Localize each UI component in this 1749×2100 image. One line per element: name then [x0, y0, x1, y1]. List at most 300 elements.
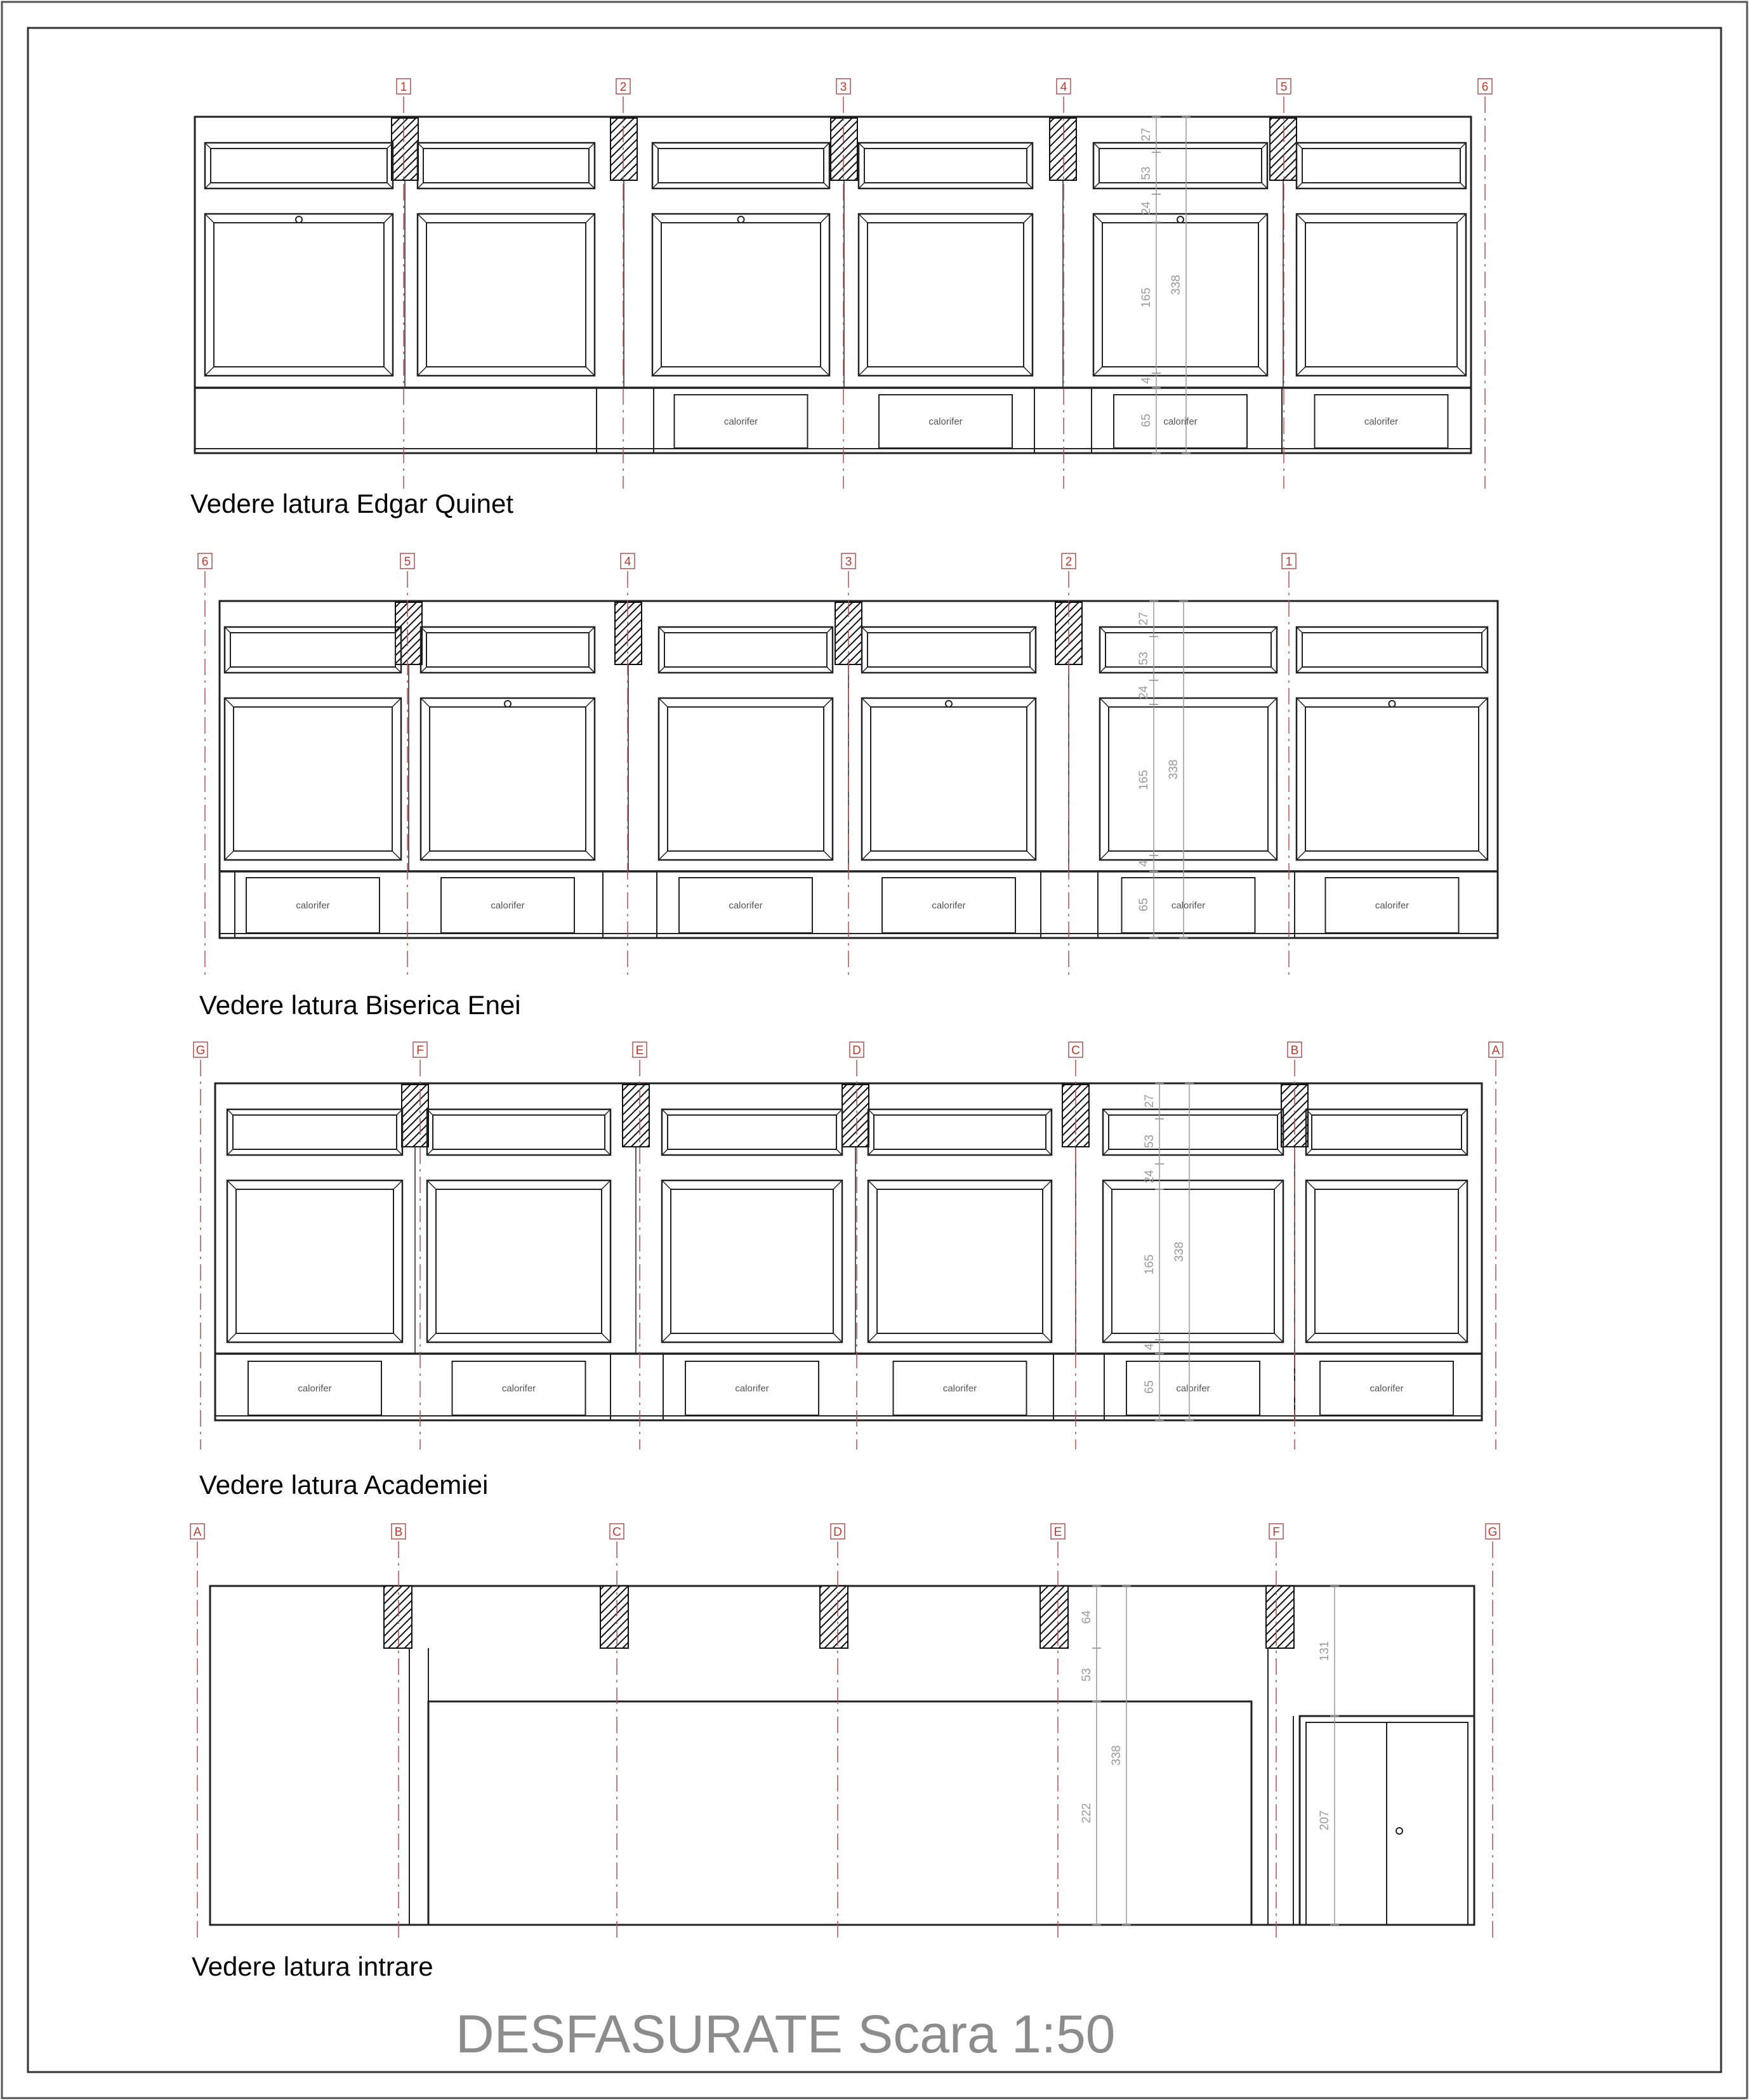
grid-axis-6-label: 6: [201, 555, 209, 569]
window-panel-bevel: [392, 851, 401, 860]
structural-column: [615, 602, 642, 664]
window-panel-inner: [871, 707, 1027, 851]
window-panel-bevel: [868, 1333, 877, 1342]
transom-panel-bevel: [836, 1149, 842, 1155]
grid-axis-C-label: C: [1071, 1044, 1080, 1057]
window-panel-inner: [236, 1189, 393, 1333]
transom-panel: [1093, 143, 1267, 188]
window-panel: [662, 1180, 842, 1342]
window-panel: [652, 214, 829, 376]
structural-column: [1266, 1586, 1294, 1648]
dim-53-value: 53: [1080, 1668, 1093, 1682]
window-panel-inner: [661, 223, 821, 367]
window-panel: [227, 1180, 402, 1342]
inner-border: [28, 28, 1721, 2072]
grid-axis-6-label: 6: [1481, 81, 1489, 94]
transom-panel: [1103, 1109, 1283, 1155]
window-panel-bevel: [227, 1180, 236, 1189]
structural-column: [1050, 118, 1076, 180]
structural-column: [610, 118, 637, 180]
transom-panel-bevel: [652, 143, 658, 149]
window-panel: [862, 698, 1036, 860]
window-panel: [1103, 1180, 1283, 1342]
structural-column: [623, 1085, 649, 1147]
window-panel-bevel: [1027, 851, 1036, 860]
grid-axis-D-label: D: [852, 1044, 861, 1057]
window-panel-inner: [1315, 1189, 1458, 1333]
dim-53-value: 53: [1140, 166, 1153, 180]
transom-panel-bevel: [1046, 1149, 1052, 1155]
transom-panel-inner: [874, 1115, 1046, 1149]
grid-axis-5-label: 5: [1280, 81, 1288, 94]
transom-panel-bevel: [1277, 1149, 1283, 1155]
grid-axis-E-label: E: [635, 1044, 644, 1057]
transom-panel-bevel: [1297, 627, 1302, 633]
window-panel-bevel: [421, 851, 430, 860]
grid-axis-4-label: 4: [624, 555, 631, 569]
window-panel-bevel: [1479, 698, 1488, 707]
transom-panel-bevel: [605, 1149, 610, 1155]
window-panel-bevel: [1306, 1180, 1315, 1189]
window-panel: [418, 214, 595, 376]
window-panel-bevel: [824, 851, 833, 860]
view-caption-edgar-quinet: Vedere latura Edgar Quinet: [190, 489, 514, 518]
structural-column: [1040, 1586, 1068, 1648]
transom-panel-inner: [423, 149, 589, 183]
structural-column: [395, 602, 422, 664]
window-panel: [868, 1180, 1052, 1342]
structural-column: [1270, 118, 1297, 180]
grid-axis-5-label: 5: [404, 555, 411, 569]
transom-panel: [1297, 627, 1488, 673]
grid-axis-F-label: F: [1272, 1526, 1280, 1539]
grid-axis-1-label: 1: [400, 81, 407, 94]
dim-27-value: 27: [1137, 612, 1151, 626]
grid-axis-B-label: B: [394, 1526, 403, 1539]
drawing-title: DESFASURATE Scara 1:50: [456, 2004, 1116, 2064]
transom-panel-bevel: [1271, 667, 1277, 673]
transom-panel-bevel: [205, 183, 211, 188]
window-panel-inner: [1305, 707, 1479, 851]
window-panel: [859, 214, 1033, 376]
dim-165-value: 165: [1137, 770, 1151, 790]
transom-panel-bevel: [205, 143, 211, 149]
structural-column: [384, 1586, 412, 1648]
radiator-label: calorifer: [1171, 900, 1206, 911]
transom-panel-inner: [1106, 633, 1271, 667]
view-caption-biserica-enei: Vedere latura Biserica Enei: [199, 990, 521, 1020]
dim-338-value: 338: [1173, 1241, 1186, 1262]
transom-panel-bevel: [1460, 143, 1466, 149]
transom-panel-inner: [868, 633, 1030, 667]
dim-4-value: 4: [1140, 377, 1153, 384]
window-panel: [1297, 698, 1488, 860]
transom-panel: [652, 143, 829, 188]
transom-panel-bevel: [1271, 627, 1277, 633]
grid-axis-A-label: A: [193, 1526, 202, 1539]
transom-panel-bevel: [1103, 1149, 1109, 1155]
structural-column: [392, 118, 418, 180]
radiator-label: calorifer: [1370, 1383, 1404, 1394]
transom-panel-bevel: [1297, 183, 1302, 188]
window-panel-bevel: [1258, 214, 1267, 223]
window-panel-bevel: [1258, 367, 1267, 376]
transom-panel-bevel: [827, 627, 833, 633]
window-panel-bevel: [1100, 698, 1109, 707]
window-panel-bevel: [652, 367, 661, 376]
transom-panel-bevel: [1100, 627, 1106, 633]
transom-panel-bevel: [421, 667, 426, 673]
window-panel-bevel: [421, 698, 430, 707]
transom-panel-bevel: [589, 627, 595, 633]
window-hinge-icon: [738, 216, 744, 223]
transom-panel-bevel: [589, 667, 595, 673]
transom-panel-bevel: [225, 627, 230, 633]
transom-panel-bevel: [397, 1149, 402, 1155]
structural-column: [820, 1586, 848, 1648]
window-panel-inner: [1112, 1189, 1274, 1333]
radiator-label: calorifer: [1364, 416, 1399, 427]
transom-panel: [227, 1109, 402, 1155]
window-hinge-icon: [1177, 216, 1184, 223]
radiator-label: calorifer: [942, 1383, 977, 1394]
window-panel-bevel: [225, 698, 234, 707]
dim-222-value: 222: [1080, 1803, 1093, 1823]
transom-panel-inner: [1302, 149, 1460, 183]
grid-axis-D-label: D: [833, 1526, 842, 1539]
transom-panel: [427, 1109, 610, 1155]
window-panel-bevel: [586, 367, 595, 376]
transom-panel-bevel: [868, 1149, 874, 1155]
transom-panel-bevel: [1460, 183, 1466, 188]
dim-65-value: 65: [1143, 1380, 1156, 1394]
window-panel-bevel: [821, 214, 829, 223]
window-panel-bevel: [1024, 214, 1033, 223]
window-panel-bevel: [205, 367, 214, 376]
window-panel: [225, 698, 401, 860]
transom-panel-inner: [864, 149, 1027, 183]
transom-panel-bevel: [862, 667, 868, 673]
transom-panel-inner: [668, 1115, 836, 1149]
transom-panel-bevel: [1030, 627, 1036, 633]
window-panel-bevel: [1268, 851, 1277, 860]
radiator-label: calorifer: [501, 1383, 536, 1394]
dim-53-value: 53: [1137, 651, 1151, 666]
grid-axis-3-label: 3: [840, 81, 847, 94]
window-hinge-icon: [946, 701, 952, 707]
transom-panel-bevel: [418, 183, 423, 188]
window-panel-bevel: [1100, 851, 1109, 860]
dim-27-value: 27: [1143, 1094, 1156, 1108]
window-panel-bevel: [1093, 367, 1102, 376]
dim-64-value: 64: [1080, 1610, 1093, 1624]
transom-panel-bevel: [824, 183, 829, 188]
dim-65-value: 65: [1137, 897, 1151, 912]
grid-axis-2-label: 2: [1065, 555, 1072, 569]
window-panel-bevel: [1103, 1333, 1112, 1342]
window-panel-bevel: [1458, 1180, 1467, 1189]
grid-axis-C-label: C: [612, 1526, 621, 1539]
window-panel-bevel: [1297, 698, 1305, 707]
transom-panel-bevel: [1027, 183, 1033, 188]
window-panel: [1297, 214, 1466, 376]
transom-panel-bevel: [824, 143, 829, 149]
window-panel-bevel: [1457, 214, 1466, 223]
transom-panel-inner: [1312, 1115, 1462, 1149]
window-panel-bevel: [602, 1333, 610, 1342]
radiator-label: calorifer: [1176, 1383, 1210, 1394]
window-panel-bevel: [662, 1180, 671, 1189]
window-panel-bevel: [1103, 1180, 1112, 1189]
transom-panel-bevel: [1030, 667, 1036, 673]
transom-panel-inner: [433, 1115, 605, 1149]
grid-axis-1-label: 1: [1285, 555, 1293, 569]
structural-column: [831, 118, 857, 180]
transom-panel: [862, 627, 1036, 673]
window-panel-bevel: [227, 1333, 236, 1342]
window-panel-bevel: [427, 1180, 436, 1189]
dim-24-value: 24: [1137, 685, 1151, 699]
transom-panel-bevel: [1482, 667, 1488, 673]
window-panel: [427, 1180, 610, 1342]
window-panel-bevel: [1297, 214, 1305, 223]
window-panel-bevel: [859, 367, 868, 376]
window-hinge-icon: [296, 216, 302, 223]
transom-panel: [868, 1109, 1052, 1155]
transom-panel-bevel: [659, 667, 664, 673]
transom-panel-bevel: [1262, 183, 1267, 188]
window-panel-bevel: [205, 214, 214, 223]
transom-panel-bevel: [427, 1149, 433, 1155]
transom-panel-bevel: [1093, 183, 1099, 188]
transom-panel-bevel: [652, 183, 658, 188]
transom-panel-bevel: [227, 1149, 233, 1155]
transom-panel-bevel: [387, 183, 393, 188]
window-panel-bevel: [1479, 851, 1488, 860]
window-panel-inner: [430, 707, 586, 851]
transom-panel-bevel: [662, 1109, 668, 1115]
transom-panel-bevel: [605, 1109, 610, 1115]
window-panel-inner: [436, 1189, 602, 1333]
window-panel-bevel: [821, 367, 829, 376]
window-panel-inner: [234, 707, 392, 851]
window-panel-bevel: [1027, 698, 1036, 707]
transom-panel-bevel: [827, 667, 833, 673]
window-panel-bevel: [862, 851, 871, 860]
window-panel: [1306, 1180, 1467, 1342]
window-panel-bevel: [1268, 698, 1277, 707]
window-panel-inner: [1109, 707, 1268, 851]
transom-panel-bevel: [1482, 627, 1488, 633]
window-panel-bevel: [225, 851, 234, 860]
transom-panel: [1297, 143, 1466, 188]
transom-panel-bevel: [1462, 1109, 1467, 1115]
transom-panel: [859, 143, 1033, 188]
window-panel-bevel: [868, 1180, 877, 1189]
dim-131-value: 131: [1318, 1641, 1331, 1661]
window-panel-bevel: [659, 698, 668, 707]
window-panel-bevel: [602, 1180, 610, 1189]
window-panel-bevel: [1274, 1333, 1283, 1342]
grid-axis-3-label: 3: [845, 555, 852, 569]
grid-axis-A-label: A: [1491, 1044, 1500, 1057]
transom-panel-bevel: [589, 143, 595, 149]
dim-4-value: 4: [1143, 1343, 1156, 1350]
window-panel: [205, 214, 393, 376]
window-panel-bevel: [384, 214, 393, 223]
dim-338-value: 338: [1170, 275, 1183, 295]
grid-axis-2-label: 2: [619, 81, 627, 94]
transom-panel-inner: [1302, 633, 1482, 667]
window-panel-bevel: [824, 698, 833, 707]
dim-27-value: 27: [1140, 128, 1153, 142]
transom-panel-bevel: [1103, 1109, 1109, 1115]
transom-panel-bevel: [1027, 143, 1033, 149]
structural-column: [600, 1586, 628, 1648]
grid-axis-G-label: G: [1488, 1526, 1498, 1539]
grid-axis-4-label: 4: [1060, 81, 1067, 94]
transom-panel-bevel: [662, 1149, 668, 1155]
radiator-label: calorifer: [1375, 900, 1409, 911]
window-panel-bevel: [652, 214, 661, 223]
window-panel-bevel: [1043, 1333, 1052, 1342]
dim-4-value: 4: [1137, 860, 1151, 867]
radiator-label: calorifer: [932, 900, 966, 911]
window-panel-bevel: [833, 1180, 842, 1189]
transom-panel-bevel: [859, 143, 864, 149]
window-panel-bevel: [427, 1333, 436, 1342]
window-hinge-icon: [1389, 701, 1396, 707]
transom-panel-bevel: [225, 667, 230, 673]
transom-panel: [421, 627, 595, 673]
transom-panel: [1306, 1109, 1467, 1155]
transom-panel-inner: [211, 149, 387, 183]
transom-panel-bevel: [395, 667, 401, 673]
structural-column: [402, 1085, 428, 1147]
radiator-label: calorifer: [298, 1383, 332, 1394]
window-panel-bevel: [859, 214, 868, 223]
door-handle-icon: [1396, 1828, 1402, 1834]
grid-axis-E-label: E: [1053, 1526, 1062, 1539]
window-panel-inner: [426, 223, 586, 367]
transom-panel: [418, 143, 595, 188]
structural-column: [842, 1085, 869, 1147]
transom-panel: [205, 143, 393, 188]
window-panel-bevel: [586, 698, 595, 707]
window-panel-bevel: [1093, 214, 1102, 223]
window-panel-bevel: [392, 698, 401, 707]
window-panel-bevel: [1024, 367, 1033, 376]
window-panel-bevel: [1457, 367, 1466, 376]
transom-panel-bevel: [1100, 667, 1106, 673]
dim-24-value: 24: [1140, 201, 1153, 215]
transom-panel-inner: [664, 633, 827, 667]
window-panel-inner: [671, 1189, 833, 1333]
transom-panel-inner: [426, 633, 589, 667]
window-panel-bevel: [1043, 1180, 1052, 1189]
radiator-label: calorifer: [1163, 416, 1198, 427]
window-panel-bevel: [1297, 367, 1305, 376]
radiator-label: calorifer: [491, 900, 525, 911]
grid-axis-F-label: F: [416, 1044, 424, 1057]
large-opening-frame: [428, 1701, 1251, 1925]
window-panel-bevel: [418, 367, 426, 376]
view-caption-intrare: Vedere latura intrare: [192, 1951, 433, 1981]
window-panel-bevel: [862, 698, 871, 707]
window-panel-bevel: [1306, 1333, 1315, 1342]
window-panel-bevel: [659, 851, 668, 860]
transom-panel: [659, 627, 833, 673]
transom-panel-bevel: [862, 627, 868, 633]
window-panel-bevel: [833, 1333, 842, 1342]
dim-53-value: 53: [1143, 1134, 1156, 1149]
grid-axis-B-label: B: [1290, 1044, 1299, 1057]
transom-panel-bevel: [1262, 143, 1267, 149]
dim-165-value: 165: [1143, 1254, 1156, 1275]
dim-207-value: 207: [1318, 1810, 1331, 1831]
window-panel-bevel: [418, 214, 426, 223]
window-panel-bevel: [1297, 851, 1305, 860]
transom-panel-bevel: [589, 183, 595, 188]
transom-panel-bevel: [1297, 143, 1302, 149]
window-panel-bevel: [393, 1333, 402, 1342]
view-caption-academiei: Vedere latura Academiei: [199, 1470, 489, 1500]
window-panel-bevel: [1274, 1180, 1283, 1189]
transom-panel-inner: [658, 149, 824, 183]
window-panel: [659, 698, 833, 860]
transom-panel-bevel: [1046, 1109, 1052, 1115]
radiator-label: calorifer: [723, 416, 758, 427]
dim-65-value: 65: [1140, 413, 1153, 428]
transom-panel-bevel: [659, 627, 664, 633]
transom-panel-inner: [1099, 149, 1262, 183]
radiator-label: calorifer: [735, 1383, 769, 1394]
radiator-label: calorifer: [296, 900, 330, 911]
transom-panel-bevel: [1462, 1149, 1467, 1155]
radiator-label: calorifer: [928, 416, 963, 427]
radiator-label: calorifer: [729, 900, 763, 911]
dim-165-value: 165: [1140, 287, 1153, 308]
window-panel-bevel: [384, 367, 393, 376]
transom-panel-inner: [233, 1115, 397, 1149]
window-panel-bevel: [586, 851, 595, 860]
window-panel-inner: [868, 223, 1024, 367]
transom-panel-bevel: [1306, 1149, 1312, 1155]
transom-panel: [662, 1109, 842, 1155]
window-panel: [421, 698, 595, 860]
window-panel-inner: [214, 223, 384, 367]
window-panel-bevel: [586, 214, 595, 223]
window-panel-inner: [668, 707, 824, 851]
transom-panel-bevel: [227, 1109, 233, 1115]
transom-panel-bevel: [1297, 667, 1302, 673]
transom-panel-inner: [1109, 1115, 1277, 1149]
dim-24-value: 24: [1143, 1170, 1156, 1184]
window-panel-inner: [1305, 223, 1457, 367]
window-hinge-icon: [505, 701, 511, 707]
transom-panel-bevel: [836, 1109, 842, 1115]
window-panel-bevel: [662, 1333, 671, 1342]
transom-panel-inner: [230, 633, 395, 667]
grid-axis-G-label: G: [195, 1044, 206, 1057]
transom-panel: [225, 627, 401, 673]
dim-338-value: 338: [1167, 759, 1180, 780]
transom-panel-bevel: [859, 183, 864, 188]
window-panel: [1100, 698, 1277, 860]
transom-panel: [1100, 627, 1277, 673]
transom-panel-bevel: [1093, 143, 1099, 149]
window-panel-inner: [877, 1189, 1043, 1333]
